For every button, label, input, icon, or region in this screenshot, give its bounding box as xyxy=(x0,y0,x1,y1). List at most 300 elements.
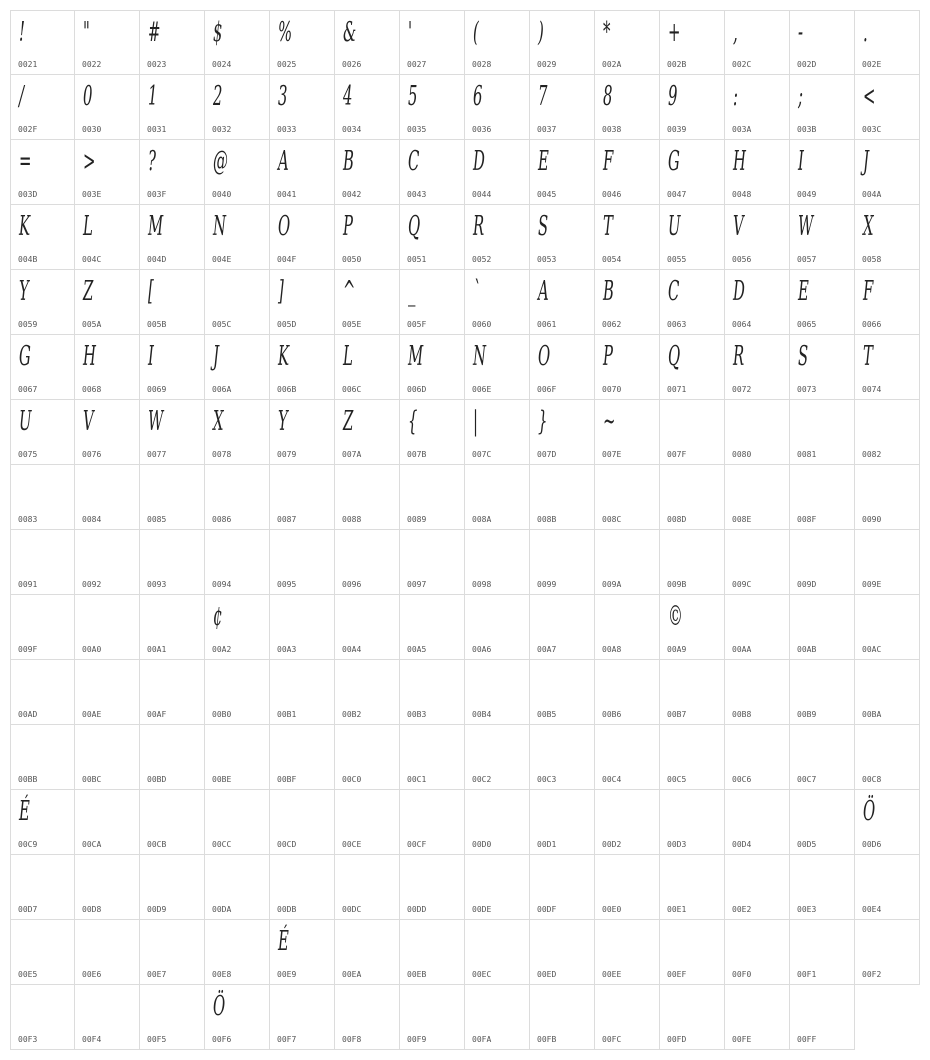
glyph-cell xyxy=(530,270,595,335)
glyph-cell xyxy=(270,400,335,465)
glyph-cell xyxy=(855,660,920,725)
glyph-cell xyxy=(400,595,465,660)
glyph-codepoint: 009A xyxy=(602,580,622,589)
glyph-codepoint: 0088 xyxy=(342,515,362,524)
glyph-cell xyxy=(660,985,725,1050)
glyph-codepoint: 0035 xyxy=(407,125,427,134)
glyph-cell xyxy=(140,140,205,205)
glyph-sample: Q xyxy=(668,341,681,372)
glyph-cell xyxy=(530,10,595,75)
glyph-cell xyxy=(660,75,725,140)
glyph-cell xyxy=(530,920,595,985)
glyph-codepoint: 0097 xyxy=(407,580,427,589)
glyph-codepoint: 00B4 xyxy=(472,710,492,719)
glyph-cell xyxy=(855,205,920,270)
glyph-cell xyxy=(335,205,400,270)
glyph-codepoint: 0029 xyxy=(537,60,557,69)
glyph-codepoint: 00A7 xyxy=(537,645,557,654)
glyph-sample: 7 xyxy=(538,81,548,112)
glyph-cell xyxy=(530,595,595,660)
glyph-codepoint: 00C4 xyxy=(602,775,622,784)
glyph-cell xyxy=(595,335,660,400)
glyph-cell xyxy=(335,400,400,465)
glyph-codepoint: 00D6 xyxy=(862,840,882,849)
glyph-codepoint: 0079 xyxy=(277,450,297,459)
glyph-codepoint: 0072 xyxy=(732,385,752,394)
glyph-codepoint: 009E xyxy=(862,580,882,589)
glyph-codepoint: 0053 xyxy=(537,255,557,264)
glyph-codepoint: 00AC xyxy=(862,645,882,654)
glyph-codepoint: 0082 xyxy=(862,450,882,459)
glyph-cell xyxy=(10,335,75,400)
glyph-codepoint: 00FE xyxy=(732,1035,752,1044)
glyph-codepoint: 0032 xyxy=(212,125,232,134)
glyph-codepoint: 00BF xyxy=(277,775,297,784)
glyph-cell xyxy=(335,595,400,660)
glyph-sample: P xyxy=(603,341,613,372)
glyph-cell xyxy=(595,790,660,855)
glyph-cell xyxy=(335,790,400,855)
glyph-cell xyxy=(530,75,595,140)
glyph-cell xyxy=(465,10,530,75)
glyph-codepoint: 0099 xyxy=(537,580,557,589)
glyph-cell xyxy=(140,985,205,1050)
glyph-codepoint: 007D xyxy=(537,450,557,459)
glyph-cell xyxy=(335,920,400,985)
glyph-cell xyxy=(400,985,465,1050)
glyph-sample: 3 xyxy=(278,81,288,112)
glyph-cell xyxy=(855,725,920,790)
glyph-codepoint: 003D xyxy=(18,190,38,199)
glyph-cell xyxy=(205,75,270,140)
glyph-cell xyxy=(270,985,335,1050)
glyph-cell xyxy=(75,595,140,660)
glyph-cell xyxy=(790,75,855,140)
glyph-codepoint: 003F xyxy=(147,190,167,199)
glyph-codepoint: 00EB xyxy=(407,970,427,979)
glyph-codepoint: 005C xyxy=(212,320,232,329)
glyph-codepoint: 0028 xyxy=(472,60,492,69)
glyph-codepoint: 006F xyxy=(537,385,557,394)
glyph-codepoint: 008E xyxy=(732,515,752,524)
glyph-cell xyxy=(400,530,465,595)
glyph-cell xyxy=(725,985,790,1050)
glyph-cell xyxy=(335,530,400,595)
glyph-cell xyxy=(205,335,270,400)
glyph-cell xyxy=(660,660,725,725)
glyph-codepoint: 00F3 xyxy=(18,1035,38,1044)
glyph-codepoint: 00F1 xyxy=(797,970,817,979)
glyph-cell xyxy=(10,10,75,75)
glyph-codepoint: 0024 xyxy=(212,60,232,69)
glyph-codepoint: 0067 xyxy=(18,385,38,394)
glyph-sample: $ xyxy=(213,17,223,48)
glyph-codepoint: 0026 xyxy=(342,60,362,69)
glyph-codepoint: 0076 xyxy=(82,450,102,459)
glyph-codepoint: 00FA xyxy=(472,1035,492,1044)
glyph-sample: T xyxy=(863,341,873,372)
glyph-sample: K xyxy=(19,211,31,242)
glyph-codepoint: 002C xyxy=(732,60,752,69)
glyph-cell xyxy=(75,335,140,400)
glyph-cell xyxy=(10,660,75,725)
glyph-cell xyxy=(855,595,920,660)
glyph-codepoint: 0080 xyxy=(732,450,752,459)
glyph-codepoint: 00AD xyxy=(18,710,38,719)
glyph-codepoint: 00A5 xyxy=(407,645,427,654)
glyph-sample: E xyxy=(538,146,549,177)
glyph-codepoint: 009F xyxy=(18,645,38,654)
glyph-codepoint: 004F xyxy=(277,255,297,264)
glyph-codepoint: 006D xyxy=(407,385,427,394)
glyph-codepoint: 0092 xyxy=(82,580,102,589)
glyph-codepoint: 00E2 xyxy=(732,905,752,914)
glyph-cell xyxy=(725,920,790,985)
glyph-codepoint: 00D3 xyxy=(667,840,687,849)
glyph-codepoint: 004D xyxy=(147,255,167,264)
glyph-cell xyxy=(75,855,140,920)
glyph-cell xyxy=(465,205,530,270)
glyph-codepoint: 0041 xyxy=(277,190,297,199)
glyph-cell xyxy=(335,75,400,140)
glyph-cell xyxy=(595,920,660,985)
glyph-cell xyxy=(335,140,400,205)
glyph-codepoint: 00BA xyxy=(862,710,882,719)
glyph-sample: * xyxy=(603,17,611,48)
glyph-sample: ` xyxy=(473,276,481,307)
glyph-cell xyxy=(205,790,270,855)
glyph-codepoint: 0057 xyxy=(797,255,817,264)
glyph-cell xyxy=(10,985,75,1050)
glyph-cell xyxy=(530,725,595,790)
glyph-codepoint: 0074 xyxy=(862,385,882,394)
glyph-codepoint: 00E3 xyxy=(797,905,817,914)
glyph-cell xyxy=(140,400,205,465)
glyph-cell xyxy=(140,205,205,270)
glyph-sample: & xyxy=(343,17,357,48)
glyph-codepoint: 00CD xyxy=(277,840,297,849)
glyph-sample: N xyxy=(213,211,226,242)
glyph-codepoint: 00E4 xyxy=(862,905,882,914)
glyph-codepoint: 009D xyxy=(797,580,817,589)
glyph-cell xyxy=(10,270,75,335)
glyph-cell xyxy=(595,400,660,465)
glyph-codepoint: 0045 xyxy=(537,190,557,199)
glyph-cell xyxy=(270,75,335,140)
glyph-cell xyxy=(465,140,530,205)
glyph-cell xyxy=(660,920,725,985)
glyph-cell xyxy=(75,10,140,75)
glyph-cell xyxy=(10,205,75,270)
glyph-codepoint: 00DC xyxy=(342,905,362,914)
glyph-cell xyxy=(660,10,725,75)
glyph-cell xyxy=(465,400,530,465)
glyph-codepoint: 004E xyxy=(212,255,232,264)
glyph-cell xyxy=(595,205,660,270)
glyph-sample: , xyxy=(733,17,738,48)
glyph-codepoint: 00FB xyxy=(537,1035,557,1044)
glyph-codepoint: 00B8 xyxy=(732,710,752,719)
glyph-codepoint: 007F xyxy=(667,450,687,459)
glyph-codepoint: 0089 xyxy=(407,515,427,524)
glyph-codepoint: 0044 xyxy=(472,190,492,199)
glyph-codepoint: 0095 xyxy=(277,580,297,589)
glyph-cell xyxy=(790,400,855,465)
glyph-codepoint: 008F xyxy=(797,515,817,524)
glyph-cell xyxy=(465,725,530,790)
glyph-codepoint: 00E7 xyxy=(147,970,167,979)
glyph-sample: J xyxy=(213,341,219,372)
glyph-cell xyxy=(10,790,75,855)
glyph-cell xyxy=(660,335,725,400)
glyph-codepoint: 0081 xyxy=(797,450,817,459)
glyph-sample: O xyxy=(278,211,291,242)
glyph-codepoint: 00A0 xyxy=(82,645,102,654)
glyph-cell xyxy=(790,205,855,270)
glyph-cell xyxy=(855,920,920,985)
glyph-codepoint: 00F2 xyxy=(862,970,882,979)
glyph-cell xyxy=(660,400,725,465)
glyph-codepoint: 0056 xyxy=(732,255,752,264)
glyph-cell xyxy=(725,725,790,790)
glyph-codepoint: 008B xyxy=(537,515,557,524)
glyph-cell xyxy=(400,10,465,75)
glyph-codepoint: 00FC xyxy=(602,1035,622,1044)
glyph-cell xyxy=(205,660,270,725)
glyph-cell xyxy=(790,920,855,985)
glyph-cell xyxy=(530,465,595,530)
glyph-sample: ] xyxy=(278,276,284,307)
glyph-codepoint: 007A xyxy=(342,450,362,459)
glyph-cell xyxy=(335,10,400,75)
glyph-codepoint: 00AE xyxy=(82,710,102,719)
glyph-sample: - xyxy=(798,17,804,48)
glyph-cell xyxy=(270,725,335,790)
glyph-codepoint: 00AB xyxy=(797,645,817,654)
glyph-sample: 2 xyxy=(213,81,223,112)
glyph-sample: I xyxy=(148,341,154,372)
glyph-cell xyxy=(855,10,920,75)
glyph-cell xyxy=(75,270,140,335)
glyph-sample: # xyxy=(148,17,161,48)
glyph-codepoint: 005D xyxy=(277,320,297,329)
glyph-sample: I xyxy=(798,146,804,177)
glyph-cell xyxy=(725,530,790,595)
glyph-cell xyxy=(465,920,530,985)
glyph-sample: M xyxy=(408,341,424,372)
glyph-cell xyxy=(465,335,530,400)
glyph-cell xyxy=(725,335,790,400)
glyph-codepoint: 00C0 xyxy=(342,775,362,784)
glyph-sample: W xyxy=(798,211,814,242)
glyph-cell xyxy=(400,75,465,140)
glyph-codepoint: 0042 xyxy=(342,190,362,199)
glyph-sample: G xyxy=(668,146,680,177)
glyph-codepoint: 005E xyxy=(342,320,362,329)
glyph-sample: A xyxy=(538,276,549,307)
glyph-cell xyxy=(10,400,75,465)
glyph-cell xyxy=(270,530,335,595)
glyph-codepoint: 00F5 xyxy=(147,1035,167,1044)
glyph-codepoint: 003E xyxy=(82,190,102,199)
glyph-sample: S xyxy=(538,211,549,242)
glyph-sample: 6 xyxy=(473,81,483,112)
glyph-cell xyxy=(205,985,270,1050)
glyph-cell xyxy=(660,205,725,270)
glyph-cell xyxy=(855,335,920,400)
glyph-sample: S xyxy=(798,341,809,372)
glyph-codepoint: 00F7 xyxy=(277,1035,297,1044)
glyph-sample: Z xyxy=(83,276,94,307)
glyph-sample: ' xyxy=(408,17,413,48)
glyph-sample: Ö xyxy=(863,796,876,827)
glyph-sample: D xyxy=(473,146,485,177)
glyph-sample: 9 xyxy=(668,81,678,112)
glyph-codepoint: 0073 xyxy=(797,385,817,394)
glyph-codepoint: 00A1 xyxy=(147,645,167,654)
glyph-cell xyxy=(140,920,205,985)
glyph-cell xyxy=(75,725,140,790)
glyph-sample: Y xyxy=(19,276,29,307)
glyph-sample: _ xyxy=(408,276,416,307)
glyph-cell xyxy=(205,10,270,75)
glyph-sample: 8 xyxy=(603,81,613,112)
glyph-cell xyxy=(75,985,140,1050)
glyph-codepoint: 0084 xyxy=(82,515,102,524)
glyph-cell xyxy=(140,660,205,725)
glyph-sample: } xyxy=(538,406,548,437)
glyph-cell xyxy=(10,920,75,985)
glyph-codepoint: 0023 xyxy=(147,60,167,69)
glyph-codepoint: 0061 xyxy=(537,320,557,329)
glyph-codepoint: 00B7 xyxy=(667,710,687,719)
glyph-codepoint: 0090 xyxy=(862,515,882,524)
glyph-cell xyxy=(10,465,75,530)
glyph-cell xyxy=(790,725,855,790)
glyph-codepoint: 00C7 xyxy=(797,775,817,784)
glyph-codepoint: 00D1 xyxy=(537,840,557,849)
glyph-codepoint: 0021 xyxy=(18,60,38,69)
glyph-codepoint: 006A xyxy=(212,385,232,394)
glyph-cell xyxy=(595,725,660,790)
glyph-cell xyxy=(530,855,595,920)
glyph-sample: H xyxy=(733,146,746,177)
glyph-cell xyxy=(725,10,790,75)
glyph-codepoint: 00E8 xyxy=(212,970,232,979)
glyph-cell xyxy=(530,400,595,465)
glyph-cell xyxy=(790,465,855,530)
glyph-cell xyxy=(790,985,855,1050)
glyph-cell xyxy=(530,790,595,855)
glyph-sample: G xyxy=(19,341,31,372)
glyph-codepoint: 002B xyxy=(667,60,687,69)
glyph-cell xyxy=(725,400,790,465)
glyph-codepoint: 00D7 xyxy=(18,905,38,914)
glyph-cell xyxy=(595,140,660,205)
glyph-cell xyxy=(595,270,660,335)
glyph-sample: J xyxy=(863,146,869,177)
glyph-codepoint: 0087 xyxy=(277,515,297,524)
glyph-cell xyxy=(400,855,465,920)
glyph-sample: ~ xyxy=(603,406,616,437)
glyph-cell xyxy=(595,530,660,595)
glyph-codepoint: 00EA xyxy=(342,970,362,979)
glyph-codepoint: 0060 xyxy=(472,320,492,329)
glyph-sample: ) xyxy=(538,17,544,48)
glyph-cell xyxy=(140,595,205,660)
glyph-codepoint: 00E1 xyxy=(667,905,687,914)
glyph-cell xyxy=(205,400,270,465)
glyph-sample: X xyxy=(213,406,224,437)
glyph-codepoint: 00A4 xyxy=(342,645,362,654)
glyph-codepoint: 003B xyxy=(797,125,817,134)
glyph-codepoint: 00B1 xyxy=(277,710,297,719)
glyph-codepoint: 00C3 xyxy=(537,775,557,784)
glyph-sample: © xyxy=(668,601,683,632)
glyph-cell xyxy=(400,725,465,790)
glyph-codepoint: 0085 xyxy=(147,515,167,524)
glyph-cell xyxy=(855,465,920,530)
glyph-cell xyxy=(855,140,920,205)
glyph-sample: 0 xyxy=(83,81,93,112)
glyph-cell xyxy=(465,75,530,140)
glyph-codepoint: 00C1 xyxy=(407,775,427,784)
glyph-codepoint: 00A3 xyxy=(277,645,297,654)
glyph-sample: É xyxy=(19,796,30,827)
glyph-cell xyxy=(10,725,75,790)
glyph-codepoint: 007B xyxy=(407,450,427,459)
glyph-cell xyxy=(205,205,270,270)
glyph-codepoint: 008A xyxy=(472,515,492,524)
glyph-codepoint: 008C xyxy=(602,515,622,524)
glyph-codepoint: 0036 xyxy=(472,125,492,134)
glyph-cell xyxy=(205,465,270,530)
glyph-sample: L xyxy=(83,211,93,242)
glyph-codepoint: 0064 xyxy=(732,320,752,329)
glyph-cell xyxy=(465,270,530,335)
glyph-cell xyxy=(790,790,855,855)
glyph-codepoint: 002E xyxy=(862,60,882,69)
glyph-cell xyxy=(465,530,530,595)
glyph-codepoint: 00F9 xyxy=(407,1035,427,1044)
glyph-cell xyxy=(75,790,140,855)
glyph-codepoint: 00D2 xyxy=(602,840,622,849)
glyph-sample: T xyxy=(603,211,613,242)
glyph-codepoint: 002F xyxy=(18,125,38,134)
glyph-cell xyxy=(595,855,660,920)
glyph-cell xyxy=(400,335,465,400)
glyph-codepoint: 00E6 xyxy=(82,970,102,979)
glyph-cell xyxy=(270,10,335,75)
glyph-codepoint: 002A xyxy=(602,60,622,69)
glyph-cell xyxy=(725,75,790,140)
glyph-codepoint: 006C xyxy=(342,385,362,394)
glyph-codepoint: 00D5 xyxy=(797,840,817,849)
glyph-cell xyxy=(400,270,465,335)
glyph-cell xyxy=(335,465,400,530)
glyph-codepoint: 00B2 xyxy=(342,710,362,719)
glyph-codepoint: 00A9 xyxy=(667,645,687,654)
glyph-sample: Q xyxy=(408,211,421,242)
glyph-codepoint: 0046 xyxy=(602,190,622,199)
glyph-sample: N xyxy=(473,341,486,372)
glyph-codepoint: 00B5 xyxy=(537,710,557,719)
glyph-sample: D xyxy=(733,276,745,307)
glyph-codepoint: 0037 xyxy=(537,125,557,134)
glyph-cell xyxy=(270,270,335,335)
glyph-cell xyxy=(335,725,400,790)
glyph-cell xyxy=(595,595,660,660)
